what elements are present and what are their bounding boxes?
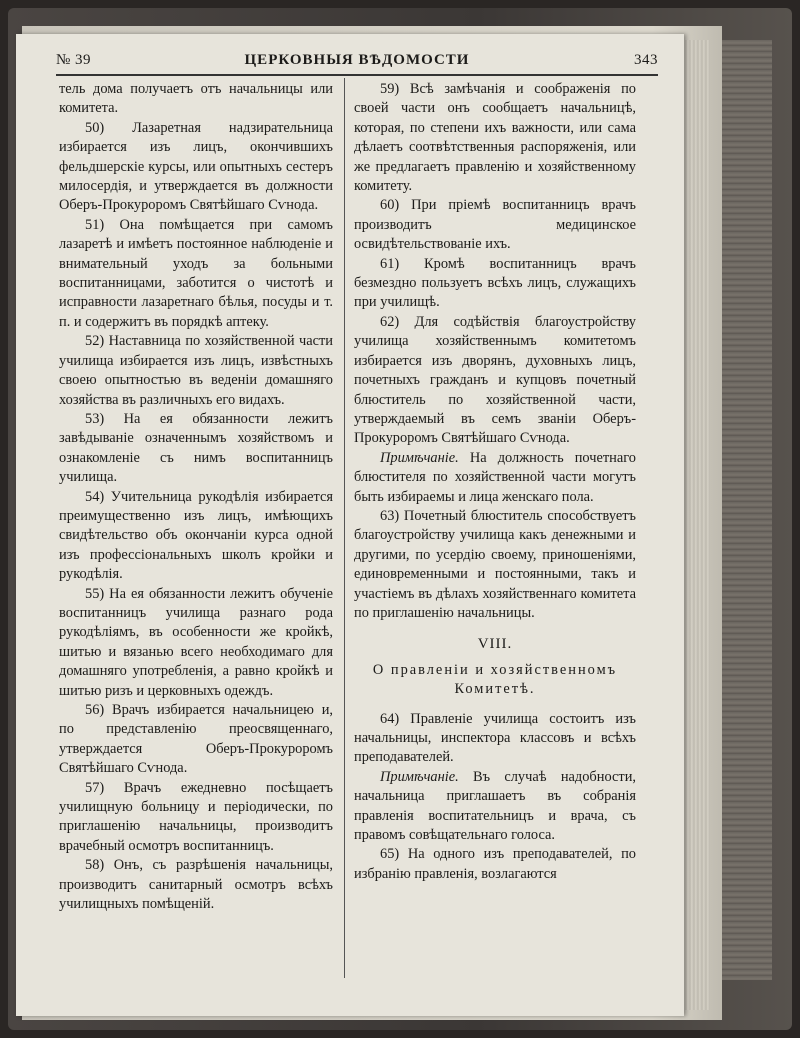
book-page xyxy=(16,34,684,1016)
right-column xyxy=(354,80,636,884)
paragraph-57: 57) Врачъ ежедневно посѣщаетъ училищную больницу и періодически, по приглашенію начальницы, производитъ врачебный осмотръ воспитанницъ. xyxy=(59,779,333,854)
paragraph-58: 58) Онъ, съ разрѣшенія начальницы, производитъ санитарный осмотръ всѣхъ училищныхъ помѣщеній. xyxy=(59,857,333,913)
section-title: О правленіи и хозяйственномъ Комитетѣ. xyxy=(372,661,618,698)
paragraph-56: 56) Врачъ избирается начальницею и, по представленію преосвященнаго, утверждается Оберъ-Прокуроромъ Святѣйшаго Сѵнода. xyxy=(59,702,333,777)
journal-title: ЦЕРКОВНЫЯ ВѢДОМОСТИ xyxy=(244,52,470,68)
paragraph-59: 59) Всѣ замѣчанія и соображенія по своей части онъ сообщаетъ начальницѣ, которая, по степени ихъ важности, или сама дѣлаетъ соотвѣтственныя распоряженія, или же предлагаетъ правленію и хозяйственному комитету. xyxy=(354,81,636,195)
note-2-text: Въ случаѣ надобности, начальница приглашаетъ въ собранія правленія воспитательницъ и врача, съ правомъ совѣщательнаго голоса. xyxy=(354,768,636,844)
paragraph-51: 51) Она помѣщается при самомъ лазаретѣ и имѣетъ постоянное наблюденіе и внимательный уходъ за больными воспитанницами, заботится о чистотѣ и исправности лазаретнаго бѣлья, посуды и т. п. и содержитъ въ порядкѣ аптеку. xyxy=(59,216,333,330)
paragraph-65: 65) На одного изъ преподавателей, по избранію правленія, возлагаются xyxy=(354,846,636,882)
paragraph-62: 62) Для содѣйствія благоустройству училища хозяйственнымъ комитетомъ избирается изъ дворянъ, духовныхъ лицъ, почетныхъ гражданъ и купцовъ почетный блюститель по хозяйственной части, утверждаемый въ семъ званіи Оберъ-Прокуроромъ Святѣйшаго Сѵнода. xyxy=(354,313,636,447)
paragraph-55: 55) На ея обязанности лежитъ обученіе воспитанницъ училища разнаго рода рукодѣліямъ, въ особенности же кройкѣ, шитью и вязанью всего необходимаго для домашняго употребленія, а равно кройкѣ и шитью ризъ и церковныхъ одеждъ. xyxy=(59,585,333,699)
note-1 xyxy=(354,449,636,507)
note-1-label: Примѣчаніе. xyxy=(380,449,459,466)
paragraph-63: 63) Почетный блюститель способствуетъ благоустройству училища какъ денежными и другими, по усердію своему, приношеніями, единовременными и постоянными, такъ и участіемъ въ дѣлахъ хозяйственнаго комитета по приглашенію начальницы. xyxy=(354,507,636,621)
note-1-text: На должность почетнаго блюстителя по хозяйственной части могутъ быть избираемы и лица женскаго пола. xyxy=(354,449,636,505)
paragraph: тель дома получаетъ отъ начальницы или комитета. xyxy=(59,81,333,117)
note-2 xyxy=(354,768,636,846)
paragraph-54: 54) Учительница рукодѣлія избирается преимущественно изъ лицъ, имѣющихъ свидѣтельство объ окончаніи курса одной изъ профессіональныхъ школъ кройки и рукодѣлія. xyxy=(59,488,333,583)
page-number: 343 xyxy=(634,52,658,68)
paragraph-50: 50) Лазаретная надзирательница избирается изъ лицъ, окончившихъ фельдшерскіе курсы, или опытныхъ сестеръ милосердія, и утверждается въ должности Оберъ-Прокуроромъ Святѣйшаго Сѵнода. xyxy=(59,119,333,214)
column-divider xyxy=(344,78,345,978)
header-rule xyxy=(56,74,658,76)
note-2-label: Примѣчаніе. xyxy=(380,768,459,785)
page-header xyxy=(56,52,658,74)
paragraph-61: 61) Кромѣ воспитанницъ врачъ безмездно пользуетъ всѣхъ лицъ, служащихъ при училищѣ. xyxy=(354,255,636,311)
issue-number: № 39 xyxy=(56,52,92,68)
paragraph-53: 53) На ея обязанности лежитъ завѣдываніе означеннымъ хозяйствомъ и ознакомленіе съ нимъ воспитанницъ училища. xyxy=(59,410,333,486)
page-edges xyxy=(684,40,710,1010)
paragraph-52: 52) Наставница по хозяйственной части училища избирается изъ лицъ, извѣстныхъ своею опытностью въ веденіи домашняго хозяйства въ различныхъ его видахъ. xyxy=(59,333,333,408)
paragraph-64: 64) Правленіе училища состоитъ изъ начальницы, инспектора классовъ и всѣхъ преподавателей. xyxy=(354,710,636,766)
section-number: VIII. xyxy=(477,636,513,653)
paragraph-60: 60) При пріемѣ воспитанницъ врачъ производитъ медицинское освидѣтельствованіе ихъ. xyxy=(354,197,636,253)
left-column xyxy=(59,80,333,914)
